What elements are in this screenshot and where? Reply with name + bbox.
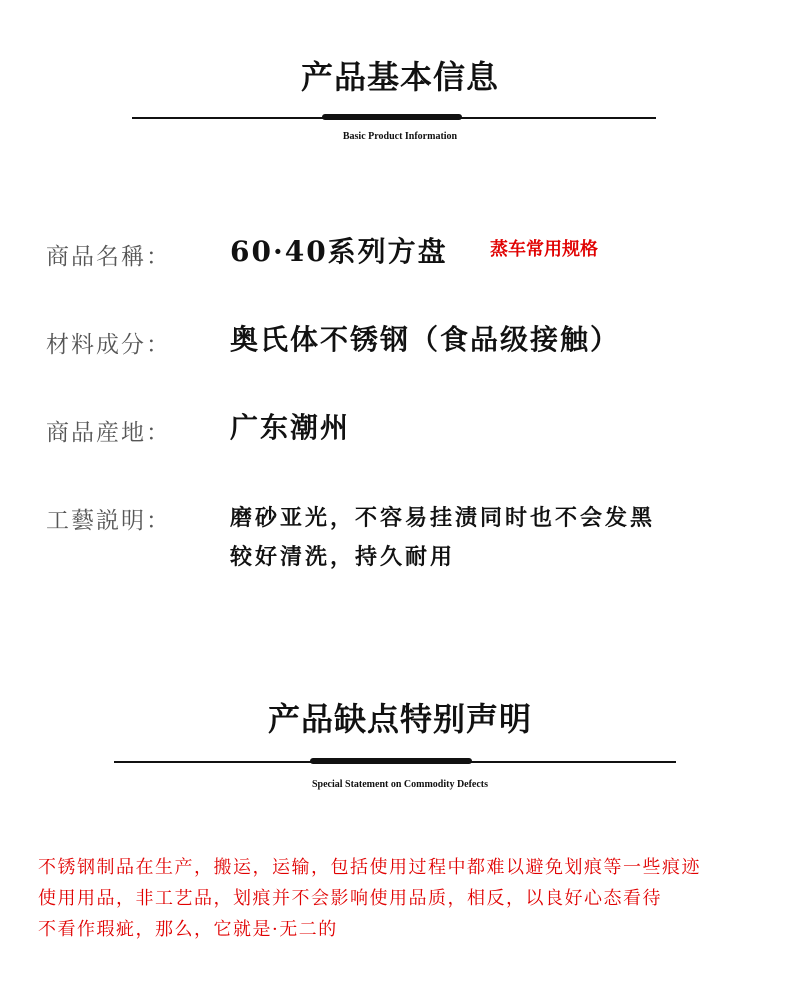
basic-info-divider-accent — [322, 114, 462, 120]
product-name-label: 商品名稱： — [46, 244, 171, 270]
defects-divider-accent — [310, 758, 472, 764]
defects-title: 产品缺点特别声明 — [267, 700, 532, 738]
craft-line-2: 较好清洗，持久耐用 — [230, 544, 456, 570]
defects-notice-line-2: 使用用品，非工艺品，划痕并不会影响使用品质，相反，以良好心态看待 — [38, 888, 662, 909]
product-name-value: 60·40系列方盘 — [230, 235, 448, 268]
defects-notice-line-1: 不锈钢制品在生产，搬运，运输，包括使用过程中都难以避免划痕等一些痕迹 — [38, 857, 701, 878]
material-value: 奥氏体不锈钢（食品级接触） — [230, 323, 621, 356]
craft-line-1: 磨砂亚光，不容易挂渍同时也不会发黑 — [230, 505, 656, 531]
origin-value: 广东潮州 — [230, 411, 351, 444]
craft-label: 工藝説明： — [46, 508, 171, 534]
material-label: 材料成分： — [46, 332, 171, 358]
defects-subtitle: Special Statement on Commodity Defects — [311, 779, 489, 790]
spec-tag: 蒸车常用规格 — [490, 239, 598, 260]
basic-info-subtitle: Basic Product Information — [342, 131, 458, 142]
origin-label: 商品産地： — [46, 420, 171, 446]
defects-notice-line-3: 不看作瑕疵，那么，它就是·无二的 — [38, 919, 338, 940]
basic-info-title: 产品基本信息 — [300, 58, 499, 96]
